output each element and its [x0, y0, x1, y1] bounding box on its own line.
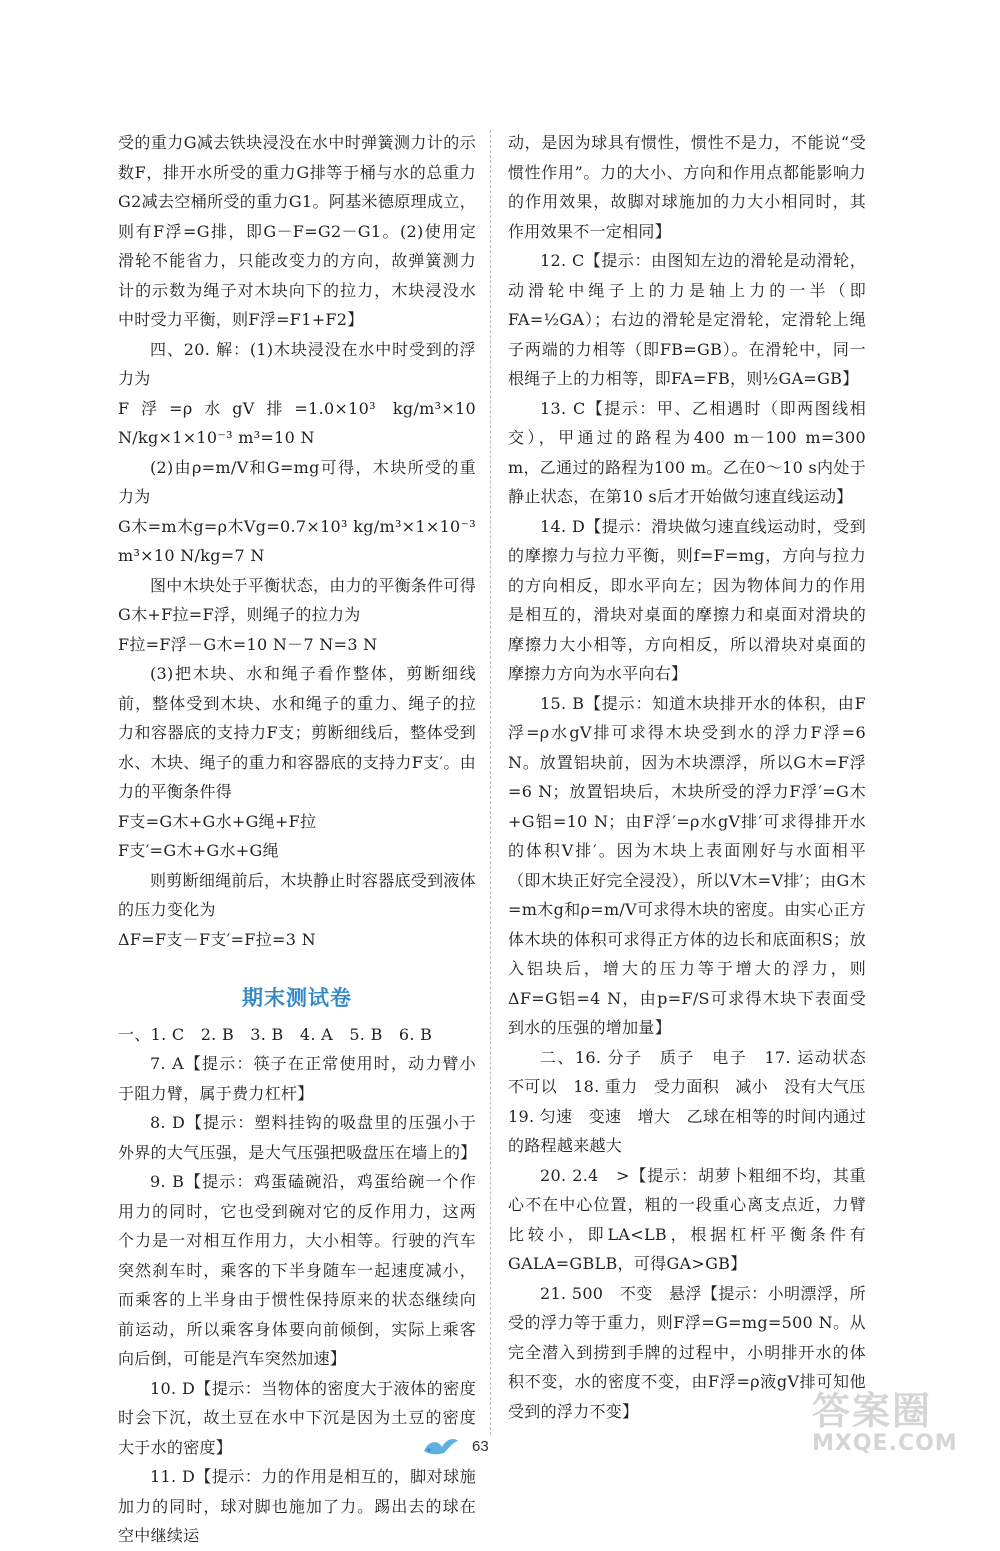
answer-item: 11. D【提示：力的作用是相互的，脚对球施加力的同时，球对脚也施加了力。踢出去的球在空中继续运	[118, 1467, 476, 1545]
watermark-title: 答案圈	[812, 1389, 933, 1433]
left-column	[118, 128, 476, 1551]
paragraph: 四、20. 解：(1)木块浸没在水中时受到的浮力为	[118, 339, 476, 388]
paragraph: (3)把木块、水和绳子看作整体，剪断细线前，整体受到木块、水和绳子的重力、绳子的拉力和容器底的支持力F支；剪断细线后，整体受到水、木块、绳子的重力和容器底的支持力F支′。由力的平衡条件得	[118, 664, 476, 801]
paragraph: 受的重力G减去铁块浸没在水中时弹簧测力计的示数F，排开水所受的重力G排等于桶与水的总重力G2减去空桶所受的重力G1。阿基米德原理成立，则有F浮=G排，即G－F=G2－G1。(2)使用定滑轮不能省力，只能改变力的方向，故弹簧测力计的示数为绳子对木块向下的拉力，木块浸没水中时受力平衡，则F浮=F1+F2】	[118, 133, 476, 329]
answer-item: 14. D【提示：滑块做匀速直线运动时，受到的摩擦力与拉力平衡，则f=F=mg，方向与拉力的方向相反，即水平向左；因为物体间力的作用是相互的，滑块对桌面的摩擦力和桌面对滑块的摩擦力大小相等，方向相反，所以滑块对桌面的摩擦力方向为水平向右】	[508, 516, 866, 683]
answer-item: 20. 2.4 >【提示：胡萝卜粗细不均，其重心不在中心位置，粗的一段重心离支点近，力臂比较小，即LA<LB，根据杠杆平衡条件有GALA=GBLB，可得GA>GB】	[508, 1165, 866, 1273]
section-title: 期末测试卷	[242, 986, 352, 1010]
equation: F拉=F浮－G木=10 N－7 N=3 N	[118, 634, 378, 654]
answer-item: 8. D【提示：塑料挂钩的吸盘里的压强小于外界的大气压强，是大气压强把吸盘压在墙上的】	[118, 1113, 477, 1162]
answer-item: 9. B【提示：鸡蛋磕碗沿，鸡蛋给碗一个作用力的同时，它也受到碗对它的反作用力，这两个力是一对相互作用力，大小相等。行驶的汽车突然刹车时，乘客的下半身随车一起速度减小，而乘客的上半身由于惯性保持原来的状态继续向前运动，所以乘客身体要向前倾倒，实际上乘客向后倒，可能是汽车突然加速】	[118, 1172, 476, 1368]
answer-item: 二、16. 分子 质子 电子 17. 运动状态 不可以 18. 重力 受力面积 减小 没有大气压	[508, 1047, 883, 1096]
equation: ΔF=F支－F支′=F拉=3 N	[118, 929, 316, 949]
answer-item: 10. D【提示：当物体的密度大于液体的密度时会下沉，故土豆在水中下沉是因为土豆的密度大于水的密度】	[118, 1378, 476, 1457]
watermark-logo	[812, 1380, 992, 1472]
right-column	[508, 128, 883, 1426]
equation: F支=G木+G水+G绳+F拉	[118, 811, 317, 831]
watermark-url: MXQE.COM	[812, 1431, 958, 1456]
paragraph: (2)由ρ=m/V和G=mg可得，木块所受的重力为	[118, 457, 476, 506]
equation: G木=m木g=ρ木Vg=0.7×10³ kg/m³×1×10⁻³ m³×10 N/kg=7 N	[118, 516, 476, 565]
bird-ornament-icon	[420, 1433, 460, 1459]
answer-item: 7. A【提示：筷子在正常使用时，动力臂小于阻力臂，属于费力杠杆】	[118, 1054, 476, 1103]
answer-item: 13. C【提示：甲、乙相遇时（即两图线相交），甲通过的路程为400 m－100 m=300 m，乙通过的路程为100 m。乙在0～10 s内处于静止状态，在第10 s后才开始做匀速直线运动】	[508, 398, 866, 506]
answer-item: 19. 匀速 变速 增大 乙球在相等的时间内通过的路程越来越大	[508, 1106, 866, 1155]
answer-item: 21. 500 不变 悬浮【提示：小明漂浮，所受的浮力等于重力，则F浮=G=mg=500 N。从完全潜入到捞到手牌的过程中，小明排开水的体积不变，水的密度不变，由F浮=ρ液gV排可知他受到的浮力不变】	[508, 1283, 866, 1421]
answer-line: 一、1. C 2. B 3. B 4. A 5. B 6. B	[118, 1024, 433, 1044]
page-number: 63	[472, 1438, 489, 1455]
column-divider	[490, 130, 491, 1435]
paragraph: 图中木块处于平衡状态，由力的平衡条件可得G木+F拉=F浮，则绳子的拉力为	[118, 575, 477, 624]
paragraph: 则剪断细绳前后，木块静止时容器底受到液体的压力变化为	[118, 870, 477, 919]
answer-item: 动，是因为球具有惯性，惯性不是力，不能说“受惯性作用”。力的大小、方向和作用点都能影响力的作用效果，故脚对球施加的力大小相同时，其作用效果不一定相同】	[508, 133, 866, 241]
answer-item: 15. B【提示：知道木块排开水的体积，由F浮=ρ水gV排可求得木块受到水的浮力F浮=6 N。放置铝块前，因为木块漂浮，所以G木=F浮=6 N；放置铝块后，木块所受的浮力F浮′=G木+G铝=10 N；由F浮′=ρ水gV排′可求得排开水的体积V排′。因为木块上表面刚好与水面相平（即木块正好完全浸没），所以V木=V排′；由G木=m木g和ρ=m/V可求得木块的密度。由实心正方体木块的体积可求得正方体的边长和底面积S；放入铝块后，增大的压力等于增大的浮力，则ΔF=G铝=4 N，由p=F/S可求得木块下表面受到水的压强的增加量】	[508, 693, 866, 1037]
equation: F浮=ρ水gV排=1.0×10³ kg/m³×10 N/kg×1×10⁻³ m³=10 N	[118, 398, 476, 447]
equation: F支′=G木+G水+G绳	[118, 841, 279, 860]
answer-item: 12. C【提示：由图知左边的滑轮是动滑轮，动滑轮中绳子上的力是轴上力的一半（即FA=½GA）；右边的滑轮是定滑轮，定滑轮上绳子两端的力相等（即FB=GB）。在滑轮中，同一根绳子上的力相等，即FA=FB，则½GA=GB】	[508, 251, 866, 388]
